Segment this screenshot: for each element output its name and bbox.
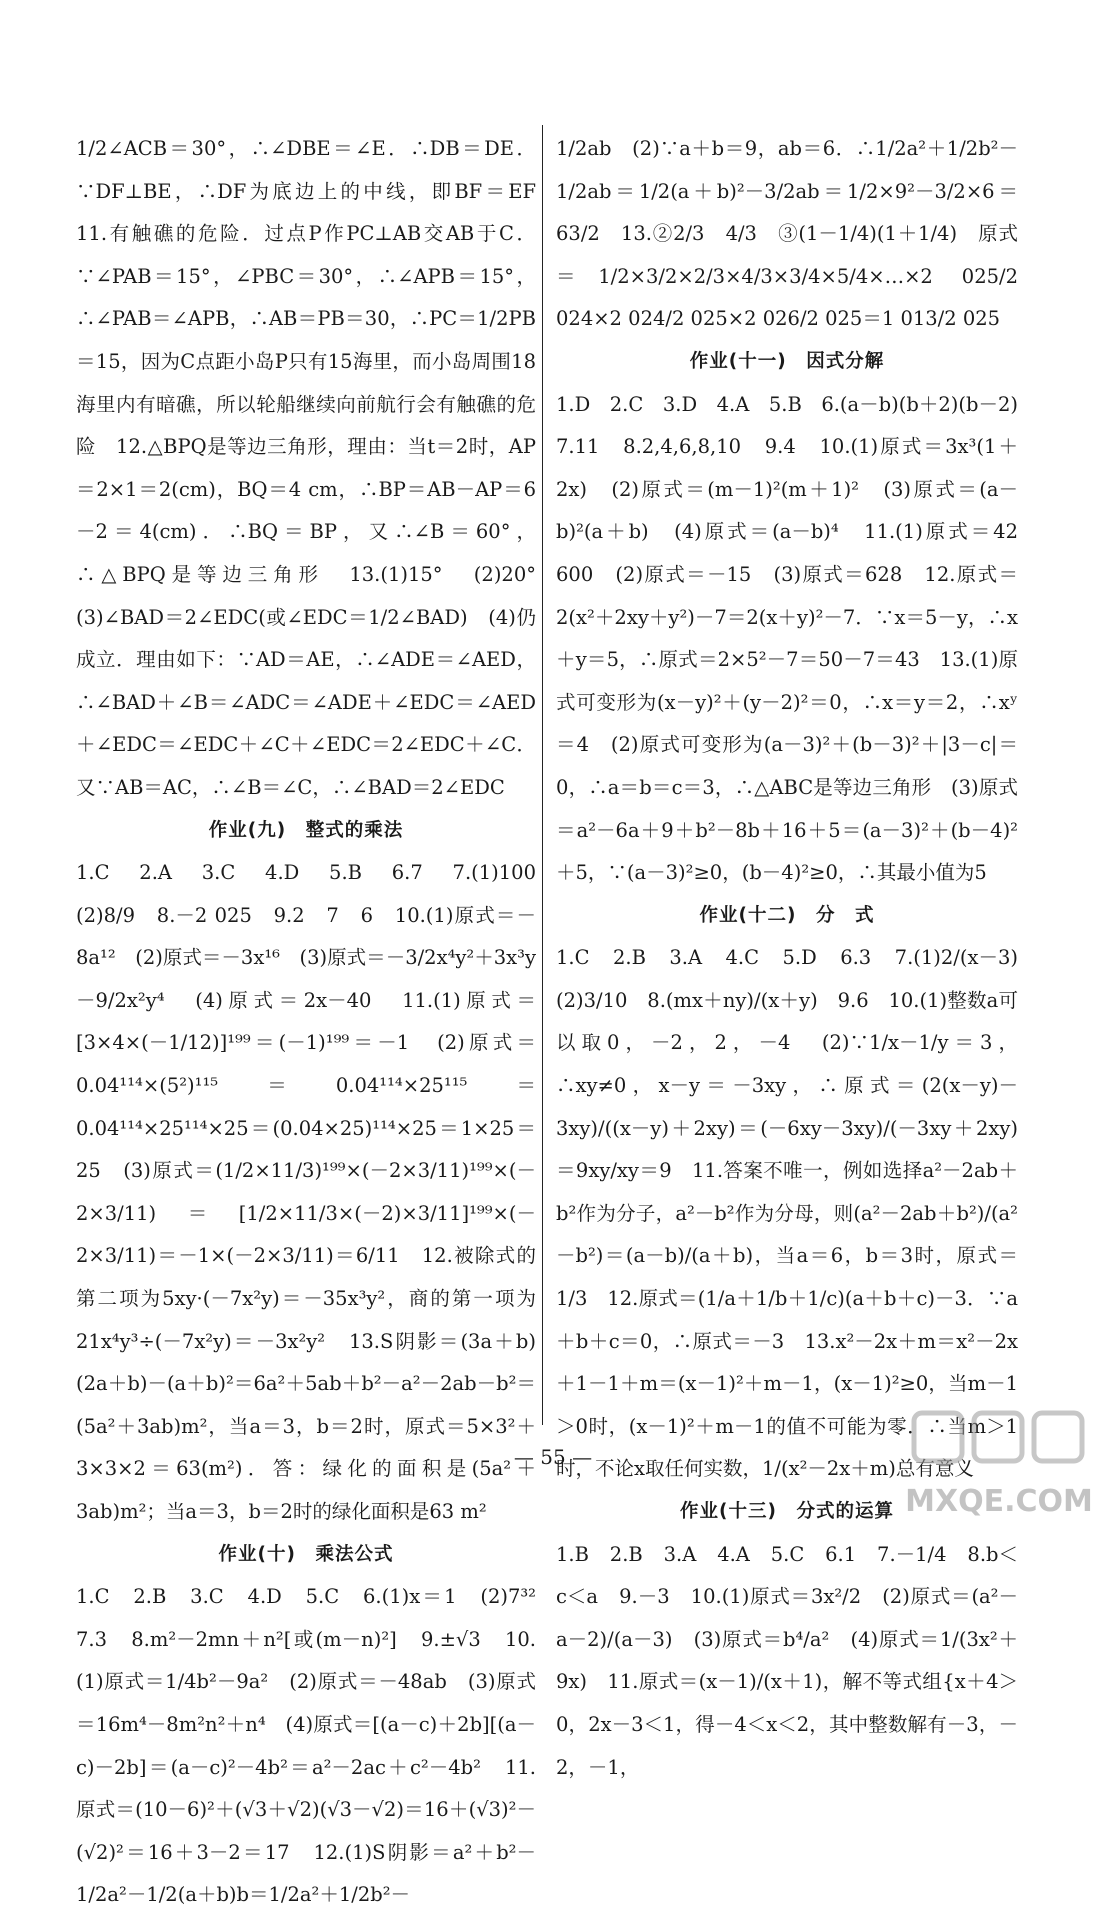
answer-text-11: 1.D 2.C 3.D 4.A 5.B 6.(a－b)(b＋2)(b－2) 7.11 8.2,4,6,8,10 9.4 10.(1)原式＝3x³(1＋2x) (2)原式＝(m－1)²(m＋1)² (3)原式＝(a－b)²(a＋b) (4)原式＝(a－b)⁴ 11.(1)原式＝42 600 (2)原式＝－15 (3)原式＝628 12.原式＝2(x²＋2xy＋y²)－7＝2(x＋y)²－7．∵x＝5－y，∴x＋y＝5，∴原式＝2×5²－7＝50－7＝43 13.(1)原式可变形为(x－y)²＋(y－2)²＝0，∴x＝y＝2，∴xʸ＝4 (2)原式可变形为(a－3)²＋(b－3)²＋|3－c|＝0，∴a＝b＝c＝3，∴△ABC是等边三角形 (3)原式＝a²－6a＋9＋b²－8b＋16＋5＝(a－3)²＋(b－4)²＋5，∵(a－3)²≥0，(b－4)²≥0，∴其最小值为5 <box>556 392 1038 885</box>
answer-text-continued: 1/2ab (2)∵a＋b＝9，ab＝6．∴1/2a²＋1/2b²－1/2ab＝1/2(a＋b)²－3/2ab＝1/2×9²－3/2×6＝63/2 13.②2/3 4/3 ③(1－1/4)(1＋1/4) 原式＝1/2×3/2×2/3×4/3×3/4×5/4×…×2 025/2 024×2 024/2 025×2 026/2 025＝1 013/2 025 <box>556 137 1018 331</box>
watermark-logo <box>904 1403 1094 1528</box>
section-heading-9: 作业(九) 整式的乘法 <box>208 819 404 841</box>
answer-text-intro: 1/2∠ACB＝30°，∴∠DBE＝∠E．∴DB＝DE．∵DF⊥BE，∴DF为底边上的中线，即BF＝EF 11.有触礁的危险．过点P作PC⊥AB交AB于C．∵∠PAB＝15°，∠PBC＝30°，∴∠APB＝15°，∴∠PAB＝∠APB，∴AB＝PB＝30，∴PC＝1/2PB＝15，因为C点距小岛P只有15海里，而小岛周围18海里内有暗礁，所以轮船继续向前航行会有触礁的危险 12.△BPQ是等边三角形，理由：当t＝2时，AP＝2×1＝2(cm)，BQ＝4 cm，∴BP＝AB－AP＝6－2＝4(cm)．∴BQ＝BP，又∴∠B＝60°，∴△BPQ是等边三角形 13.(1)15° (2)20° (3)∠BAD＝2∠EDC(或∠EDC＝1/2∠BAD) (4)仍成立．理由如下：∵AD＝AE，∴∠ADE＝∠AED，∴∠BAD＋∠B＝∠ADC＝∠ADE＋∠EDC＝∠AED＋∠EDC＝∠EDC＋∠C＋∠EDC＝2∠EDC＋∠C．又∵AB＝AC，∴∠B＝∠C，∴∠BAD＝2∠EDC <box>76 137 556 799</box>
answer-text-10: 1.C 2.B 3.C 4.D 5.C 6.(1)x＝1 (2)7³² 7.3 8.m²－2mn＋n²[或(m－n)²] 9.±√3 10.(1)原式＝1/4b²－9a² (2)原式＝－48ab (3)原式＝16m⁴－8m²n²＋n⁴ (4)原式＝[(a－c)＋2b][(a－c)－2b]＝(a－c)²－4b²＝a²－2ac＋c²－4b² 11.原式＝(10－6)²＋(√3＋√2)(√3－√2)＝16＋(√3)²－(√2)²＝16＋3－2＝17 12.(1)S阴影＝a²＋b²－1/2a²－1/2(a＋b)b＝1/2a²＋1/2b²－ <box>76 1585 556 1907</box>
section-heading-13: 作业(十三) 分式的运算 <box>680 1501 894 1522</box>
section-heading-11: 作业(十一) 因式分解 <box>689 350 885 372</box>
answer-text-13: 1.B 2.B 3.A 4.A 5.C 6.1 7.－1/4 8.b＜c＜a 9.－3 10.(1)原式＝3x²/2 (2)原式＝(a²－a－2)/(a－3) (3)原式＝b⁴/a² (4)原式＝1/(3x²＋9x) 11.原式＝(x－1)/(x＋1)，解不等式组{x＋4＞0，2x－3＜1，得－4＜x＜2，其中整数解有－3，－2，－1， <box>556 1542 1018 1779</box>
answer-text-12: 1.C 2.B 3.A 4.C 5.D 6.3 7.(1)2/(x－3) (2)3/10 8.(mx＋ny)/(x＋y) 9.6 10.(1)整数a可以取0，－2，2，－4 (2)∵1/x－1/y＝3，∴xy≠0，x－y＝－3xy，∴原式＝(2(x－y)－3xy)/((x－y)＋2xy)＝(－6xy－3xy)/(－3xy＋2xy)＝9xy/xy＝9 11.答案不唯一，例如选择a²－2ab＋b²作为分子，a²－b²作为分母，则(a²－2ab＋b²)/(a²－b²)＝(a－b)/(a＋b)，当a＝6，b＝3时，原式＝1/3 12.原式＝(1/a＋1/b＋1/c)(a＋b＋c)－3．∵a＋b＋c＝0，∴原式＝－3 13.x²－2x＋m＝x²－2x＋1－1＋m＝(x－1)²＋m－1，(x－1)²≥0，当m－1＞0时，(x－1)²＋m－1的值不可能为零．∴当m＞1时，不论x取任何实数，1/(x²－2x＋m)总有意义 <box>556 946 1038 1481</box>
right-column <box>556 128 1038 1789</box>
section-heading-10: 作业(十) 乘法公式 <box>218 1543 394 1565</box>
page-number: — 55 — <box>513 1445 593 1469</box>
answer-text-9: 1.C 2.A 3.C 4.D 5.B 6.7 7.(1)100 (2)8/9 8.－2 025 9.2 7 6 10.(1)原式＝－8a¹² (2)原式＝－3x¹⁶ (3)原式＝－3/2x⁴y²＋3x³y－9/2x²y⁴ (4)原式＝2x－40 11.(1)原式＝[3×4×(－1/12)]¹⁹⁹＝(－1)¹⁹⁹＝－1 (2)原式＝0.04¹¹⁴×(5²)¹¹⁵＝0.04¹¹⁴×25¹¹⁵＝0.04¹¹⁴×25¹¹⁴×25＝(0.04×25)¹¹⁴×25＝1×25＝25 (3)原式＝(1/2×11/3)¹⁹⁹×(－2×3/11)¹⁹⁹×(－2×3/11)＝[1/2×11/3×(－2)×3/11]¹⁹⁹×(－2×3/11)＝－1×(－2×3/11)＝6/11 12.被除式的第二项为5xy·(－7x²y)＝－35x³y²，商的第一项为21x⁴y³÷(－7x²y)＝－3x²y² 13.S阴影＝(3a＋b)(2a＋b)－(a＋b)²＝6a²＋5ab＋b²－a²－2ab－b²＝(5a²＋3ab)m²，当a＝3，b＝2时，原式＝5×3²＋3×3×2＝63(m²)．答：绿化的面积是(5a²＋3ab)m²；当a＝3，b＝2时的绿化面积是63 m² <box>76 861 556 1523</box>
column-divider <box>542 125 543 1425</box>
svg-text:MXQE.COM: MXQE.COM <box>905 1484 1093 1519</box>
section-heading-12: 作业(十二) 分 式 <box>699 904 875 926</box>
